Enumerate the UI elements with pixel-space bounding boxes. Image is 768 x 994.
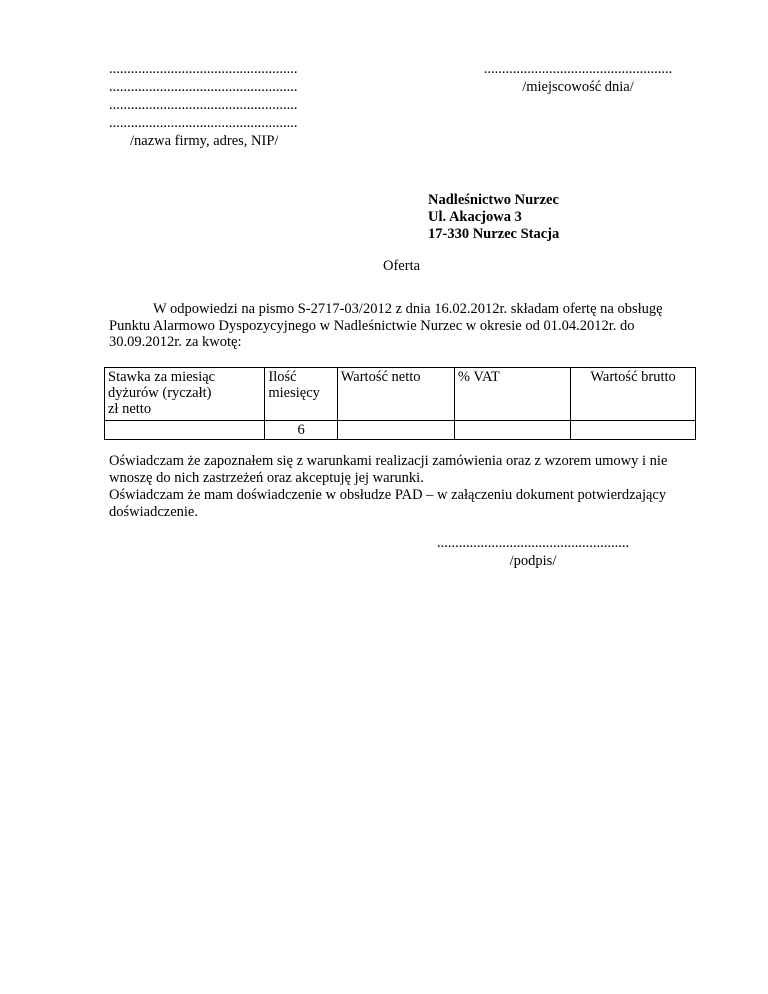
table-header-row — [105, 368, 696, 421]
sender-caption: /nazwa firmy, adres, NIP/ — [130, 133, 279, 149]
sender-block — [109, 60, 298, 150]
sender-dot-line-1: .................................................... — [109, 61, 298, 77]
intro-paragraph — [109, 301, 689, 351]
place-date-block — [474, 60, 682, 96]
document-title: Oferta — [383, 258, 421, 274]
header-vat: % VAT — [454, 368, 570, 421]
statement-1: Oświadczam że zapoznałem się z warunkami realizacji zamówienia oraz z wzorem umowy i nie wnoszę do nich zastrzeżeń oraz akceptuję jej warunki. — [109, 453, 668, 486]
place-date-dot-line: .................................................... — [483, 61, 673, 77]
cell-vat[interactable] — [454, 421, 570, 440]
sender-dot-line-4: .................................................... — [109, 115, 298, 131]
header-months — [265, 368, 337, 421]
cell-rate[interactable] — [105, 421, 265, 440]
sender-dot-line-2: .................................................... — [109, 79, 298, 95]
intro-text: W odpowiedzi na pismo S-2717-03/2012 z dnia 16.02.2012r. składam ofertę na obsługę Punktu Alarmowo Dyspozycyjnego w Nadleśnictwie Nurzec w okresie od 01.04.2012r. do 30.09.2012r. za kwotę: — [109, 301, 663, 350]
recipient-address — [428, 192, 559, 243]
header-months-line-2: miesięcy — [268, 385, 320, 401]
header-rate-line-1: Stawka za miesiąc — [108, 369, 216, 385]
recipient-line-2: Ul. Akacjowa 3 — [428, 209, 522, 225]
cell-months: 6 — [265, 421, 337, 440]
statement-2: Oświadczam że mam doświadczenie w obsłudze PAD – w załączeniu dokument potwierdzający doświadczenie. — [109, 487, 667, 520]
offer-table — [104, 367, 696, 440]
recipient-line-3: 17-330 Nurzec Stacja — [428, 226, 560, 242]
header-rate-line-3: zł netto — [108, 401, 152, 417]
signature-caption: /podpis/ — [509, 553, 557, 569]
signature-dot-line: ..................................................... — [436, 535, 630, 551]
sender-dot-line-3: .................................................... — [109, 97, 298, 113]
table-row — [105, 421, 696, 440]
place-date-caption: /miejscowość dnia/ — [522, 79, 634, 95]
header-rate-line-2: dyżurów (ryczałt) — [108, 385, 212, 401]
cell-net[interactable] — [337, 421, 454, 440]
signature-block — [428, 534, 638, 570]
header-months-line-1: Ilość — [268, 369, 297, 385]
statements-block — [109, 453, 699, 521]
header-gross: Wartość brutto — [571, 368, 696, 421]
cell-gross[interactable] — [571, 421, 696, 440]
header-net: Wartość netto — [337, 368, 454, 421]
recipient-line-1: Nadleśnictwo Nurzec — [428, 192, 559, 208]
header-rate — [105, 368, 265, 421]
